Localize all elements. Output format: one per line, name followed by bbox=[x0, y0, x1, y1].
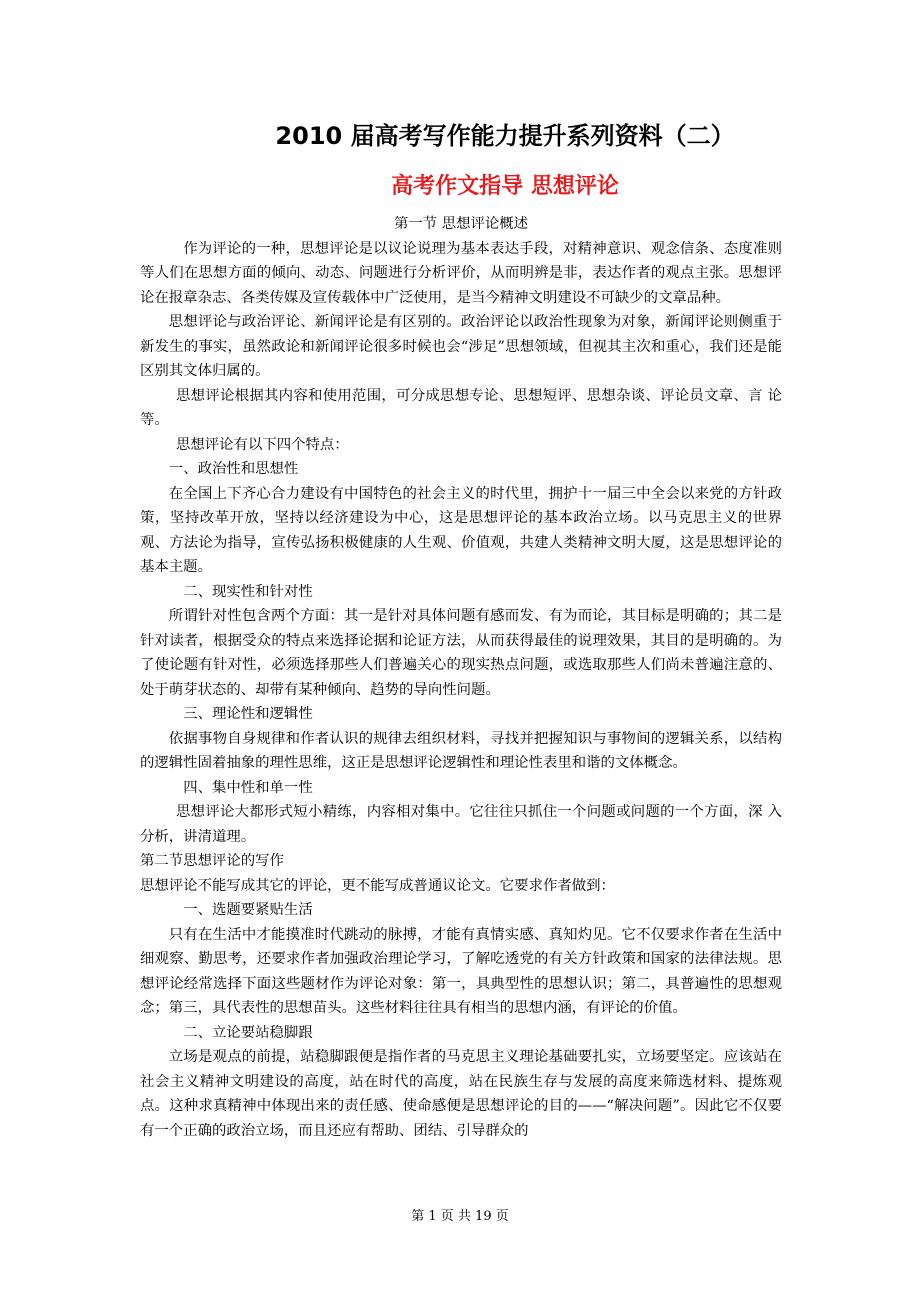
paragraph: 思想评论与政治评论、新闻评论是有区别的。政治评论以政治性现象为对象，新闻评论则侧重于新发生的事实，虽然政论和新闻评论很多时候也会“涉足”思想领域，但视其主次和重心，我们还是能区别其文体归属的。 bbox=[140, 314, 782, 379]
document-title: 2010 届高考写作能力提升系列资料（二） bbox=[275, 122, 735, 150]
paragraph: 只有在生活中才能摸准时代跳动的脉搏，才能有真情实感、真知灼见。它不仅要求作者在生活中细观察、勤思考，还要求作者加强政治理论学习，了解吃透党的有关方针政策和国家的法律法规。思想评论经常选择下面这些题材作为评论对象：第一，具典型性的思想认识；第二，具普遍性的思想观念；第三，具代表性的思想苗头。这些材料往往具有相当的思想内涵，有评论的价值。 bbox=[140, 926, 782, 1016]
paragraph: 思想评论根据其内容和使用范围，可分成思想专论、思想短评、思想杂谈、评论员文章、言 论等。 bbox=[140, 387, 782, 428]
paragraph: 思想评论有以下四个特点： bbox=[176, 436, 349, 453]
point-heading: 一、政治性和思想性 bbox=[168, 461, 299, 477]
paragraph: 在全国上下齐心合力建设有中国特色的社会主义的时代里，拥护十一届三中全会以来党的方针政策，坚持改革开放，坚持以经济建设为中心，这是思想评论的基本政治立场。以马克思主义的世界观、方法论为指导，宣传弘扬积极健康的人生观、价值观，共建人类精神文明大厦，这是思想评论的基本主题。 bbox=[140, 485, 782, 575]
point-heading: 一、选题要紧贴生活 bbox=[183, 902, 313, 918]
paragraph: 依据事物自身规律和作者认识的规律去组织材料，寻找并把握知识与事物间的逻辑关系，以结构的逻辑性固着抽象的理性思维，这正是思想评论逻辑性和理论性表里和谐的文体概念。 bbox=[140, 730, 782, 771]
point-heading: 三、理论性和逻辑性 bbox=[183, 706, 313, 722]
document-subtitle: 高考作文指导 思想评论 bbox=[391, 174, 619, 199]
page-number-footer: 第 1 页 共 19 页 bbox=[411, 1209, 509, 1224]
point-heading: 二、立论要站稳脚跟 bbox=[183, 1024, 313, 1041]
point-heading: 二、现实性和针对性 bbox=[183, 583, 313, 600]
section-heading: 第二节思想评论的写作 bbox=[140, 853, 284, 869]
paragraph: 思想评论大都形式短小精练，内容相对集中。它往往只抓住一个问题或问题的一个方面，深 入分析，讲清道理。 bbox=[140, 804, 782, 845]
paragraph: 所谓针对性包含两个方面：其一是针对具体问题有感而发、有为而论，其目标是明确的；其二是针对读者，根据受众的特点来选择论据和论证方法，从而获得最佳的说理效果，其目的是明确的。为了使论题有针对性，必须选择那些人们普遍关心的现实热点问题，或选取那些人们尚未普遍注意的、处于萌芽状态的、却带有某种倾向、趋势的导向性问题。 bbox=[140, 608, 782, 698]
document-body bbox=[140, 212, 782, 1143]
point-heading: 四、集中性和单一性 bbox=[183, 779, 313, 796]
paragraph: 立场是观点的前提，站稳脚跟便是指作者的马克思主义理论基础要扎实，立场要坚定。应该站在社会主义精神文明建设的高度，站在时代的高度，站在民族生存与发展的高度来筛选材料、提炼观点。这种求真精神中体现出来的责任感、使命感便是思想评论的目的——“解决问题”。因此它不仅要有一个正确的政治立场，而且还应有帮助、团结、引导群众的 bbox=[140, 1049, 782, 1139]
section-heading: 第一节 思想评论概述 bbox=[393, 216, 529, 232]
paragraph: 思想评论不能写成其它的评论，更不能写成普通议论文。它要求作者做到： bbox=[140, 877, 615, 894]
paragraph: 作为评论的一种，思想评论是以议论说理为基本表达手段，对精神意识、观念信条、态度准则等人们在思想方面的倾向、动态、问题进行分析评价，从而明辨是非，表达作者的观点主张。思想评论在报章杂志、各类传媒及宣传载体中广泛使用，是当今精神文明建设不可缺少的文章品种。 bbox=[140, 240, 782, 306]
